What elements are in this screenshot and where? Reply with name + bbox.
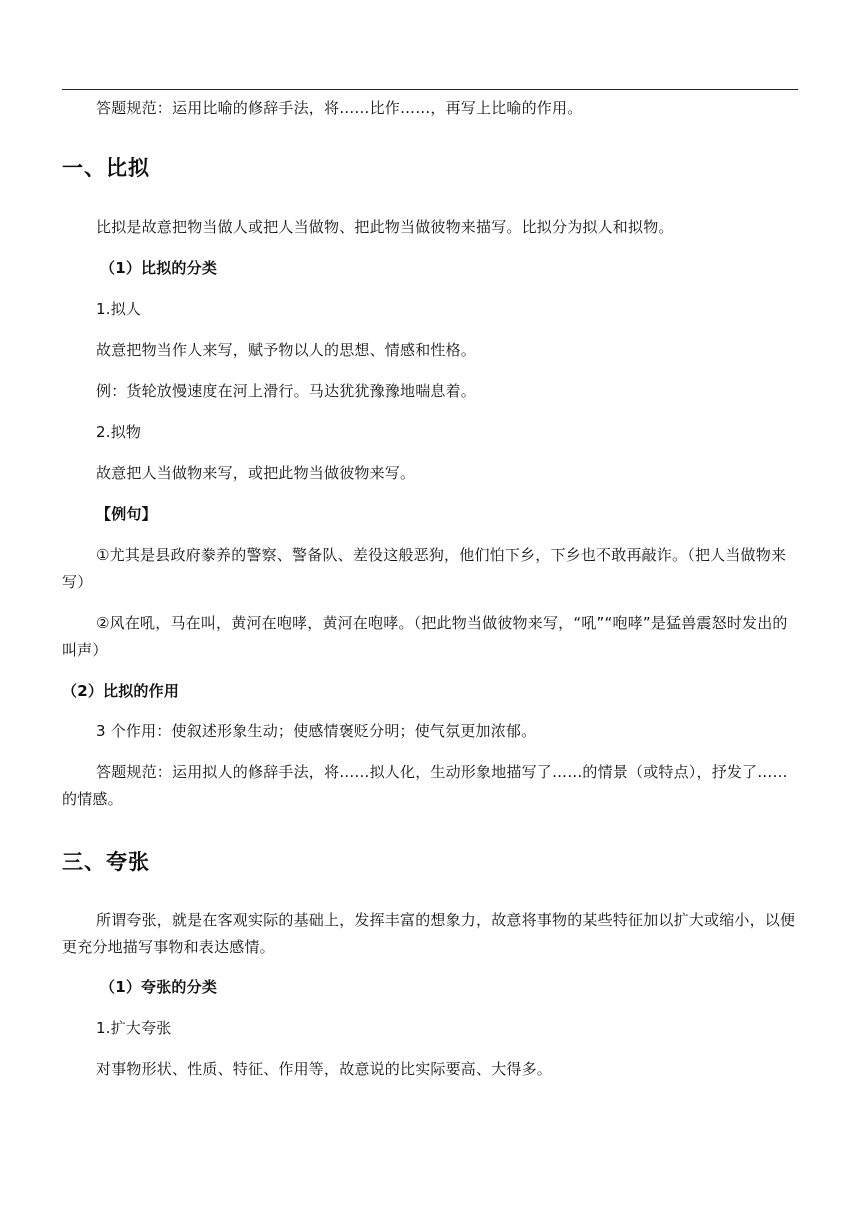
example-sentence-1: ①尤其是县政府豢养的警察、警备队、差役这般恶狗，他们怕下乡，下乡也不敢再敲诈。（把人当做物来写） xyxy=(62,546,787,591)
subtype-def-exaggerate: 对事物形状、性质、特征、作用等，故意说的比实际要高、大得多。 xyxy=(96,1060,553,1078)
personification-function-text: 3 个作用：使叙述形象生动；使感情褒贬分明；使气氛更加浓郁。 xyxy=(96,722,537,740)
answer-norm-simile: 答题规范：运用比喻的修辞手法，将……比作……，再写上比喻的作用。 xyxy=(96,99,583,117)
answer-norm-personification: 答题规范：运用拟人的修辞手法，将……拟人化，生动形象地描写了……的情景（或特点），抒发了……的情感。 xyxy=(62,763,788,808)
header-rule xyxy=(62,89,798,90)
subtype-def-objectify: 故意把人当做物来写，或把此物当做彼物来写。 xyxy=(96,464,416,482)
subtype-title-personify: 1.拟人 xyxy=(96,300,142,318)
subtype-example-personify: 例：货轮放慢速度在河上滑行。马达犹犹豫豫地喘息着。 xyxy=(96,382,477,400)
subtype-def-personify: 故意把物当作人来写，赋予物以人的思想、情感和性格。 xyxy=(96,341,477,359)
example-sentence-2: ②风在吼，马在叫，黄河在咆哮，黄河在咆哮。（把此物当做彼物来写，“吼”“咆哮”是猛兽震怒时发出的叫声） xyxy=(62,614,788,659)
personification-function-title: （2）比拟的作用 xyxy=(62,682,180,700)
section-heading-hyperbole: 三、夸张 xyxy=(62,850,150,874)
personification-definition: 比拟是故意把物当做人或把人当做物、把此物当做彼物来描写。比拟分为拟人和拟物。 xyxy=(96,218,674,236)
section-heading-personification: 一、比拟 xyxy=(62,156,150,180)
personification-class-title: （1）比拟的分类 xyxy=(100,259,218,277)
hyperbole-class-title: （1）夸张的分类 xyxy=(100,978,218,996)
subtype-title-objectify: 2.拟物 xyxy=(96,423,142,441)
subtype-title-exaggerate: 1.扩大夸张 xyxy=(96,1019,172,1037)
hyperbole-definition: 所谓夸张，就是在客观实际的基础上，发挥丰富的想象力，故意将事物的某些特征加以扩大或缩小，以便更充分地描写事物和表达感情。 xyxy=(62,911,796,956)
example-label: 【例句】 xyxy=(96,505,157,523)
